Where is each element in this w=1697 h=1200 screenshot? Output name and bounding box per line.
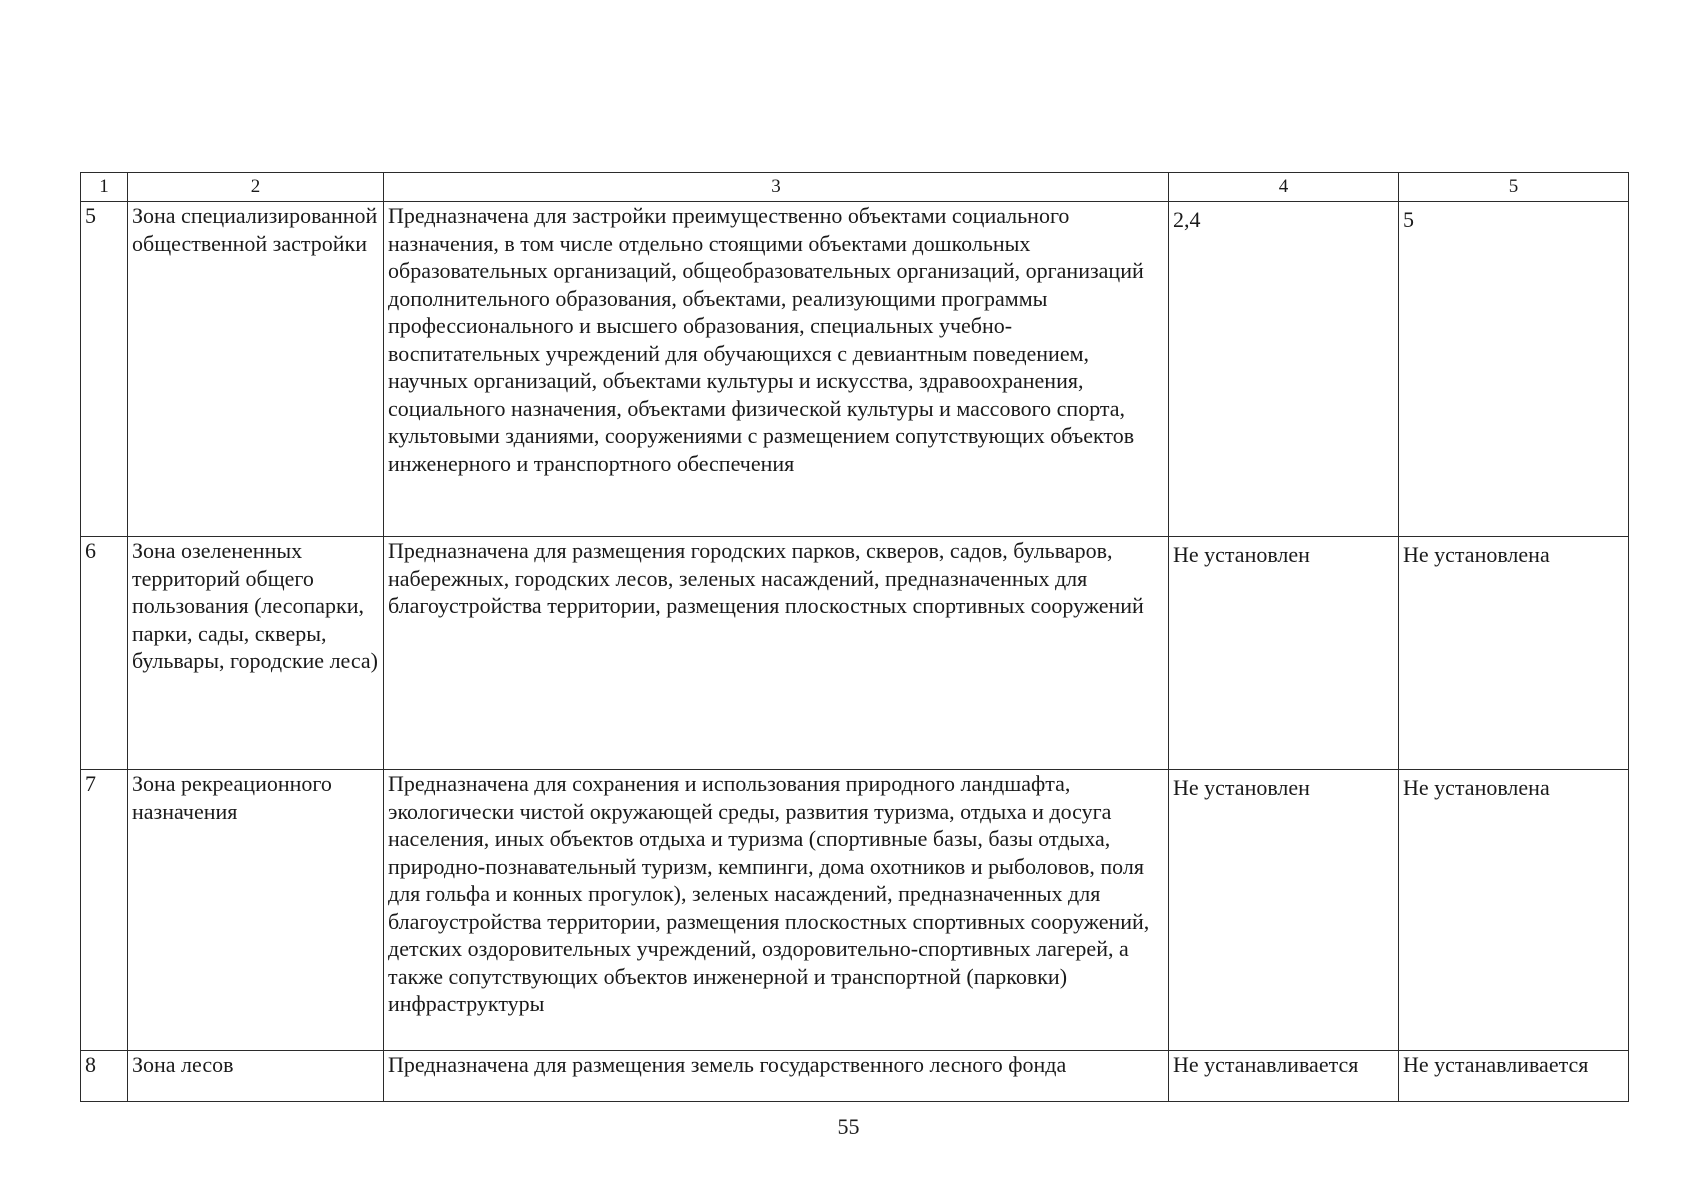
row-number: 7: [81, 770, 128, 1051]
zone-name: Зона лесов: [128, 1051, 384, 1102]
zone-value-col5: Не устанавливается: [1399, 1051, 1629, 1102]
row-number: 6: [81, 537, 128, 770]
row-number: 8: [81, 1051, 128, 1102]
zones-table: [80, 172, 1629, 1102]
zone-value-col4: 2,4: [1169, 202, 1399, 537]
zone-value-col4: Не устанавливается: [1169, 1051, 1399, 1102]
header-col-1: 1: [81, 173, 128, 202]
zone-value-col5: 5: [1399, 202, 1629, 537]
zone-value-col4: Не установлен: [1169, 537, 1399, 770]
zone-name: Зона специализированной общественной застройки: [128, 202, 384, 537]
header-col-5: 5: [1399, 173, 1629, 202]
zone-description: Предназначена для размещения земель государственного лесного фонда: [384, 1051, 1169, 1102]
header-col-2: 2: [128, 173, 384, 202]
zone-description: Предназначена для застройки преимущественно объектами социального назначения, в том числе отдельно стоящими объектами дошкольных образовательных организаций, общеобразовательных организаций, организаций дополнительного образования, объектами, реализующими программы профессионального и высшего образования, специальных учебно-воспитательных учреждений для обучающихся с девиантным поведением, научных организаций, объектами культуры и искусства, здравоохранения, социального назначения, объектами физической культуры и массового спорта, культовыми зданиями, сооружениями с размещением сопутствующих объектов инженерного и транспортного обеспечения: [384, 202, 1169, 537]
row-number: 5: [81, 202, 128, 537]
table-row: [81, 1051, 1629, 1102]
zone-value-col5: Не установлена: [1399, 537, 1629, 770]
zone-name: Зона озелененных территорий общего пользования (лесопарки, парки, сады, скверы, бульвары, городские леса): [128, 537, 384, 770]
page-number: 55: [837, 1114, 860, 1139]
table-header-row: [81, 173, 1629, 202]
zone-value-col4: Не установлен: [1169, 770, 1399, 1051]
table-row: [81, 537, 1629, 770]
table-row: [81, 770, 1629, 1051]
header-col-4: 4: [1169, 173, 1399, 202]
zone-description: Предназначена для размещения городских парков, скверов, садов, бульваров, набережных, городских лесов, зеленых насаждений, предназначенных для благоустройства территории, размещения плоскостных спортивных сооружений: [384, 537, 1169, 770]
zone-value-col5: Не установлена: [1399, 770, 1629, 1051]
header-col-3: 3: [384, 173, 1169, 202]
zone-name: Зона рекреационного назначения: [128, 770, 384, 1051]
zone-description: Предназначена для сохранения и использования природного ландшафта, экологически чистой окружающей среды, развития туризма, отдыха и досуга населения, иных объектов отдыха и туризма (спортивные базы, базы отдыха, природно-познавательный туризм, кемпинги, дома охотников и рыболовов, поля для гольфа и конных прогулок), зеленых насаждений, предназначенных для благоустройства территории, размещения плоскостных спортивных сооружений, детских оздоровительных учреждений, оздоровительно-спортивных лагерей, а также сопутствующих объектов инженерной и транспортной (парковки) инфраструктуры: [384, 770, 1169, 1051]
table-row: [81, 202, 1629, 537]
